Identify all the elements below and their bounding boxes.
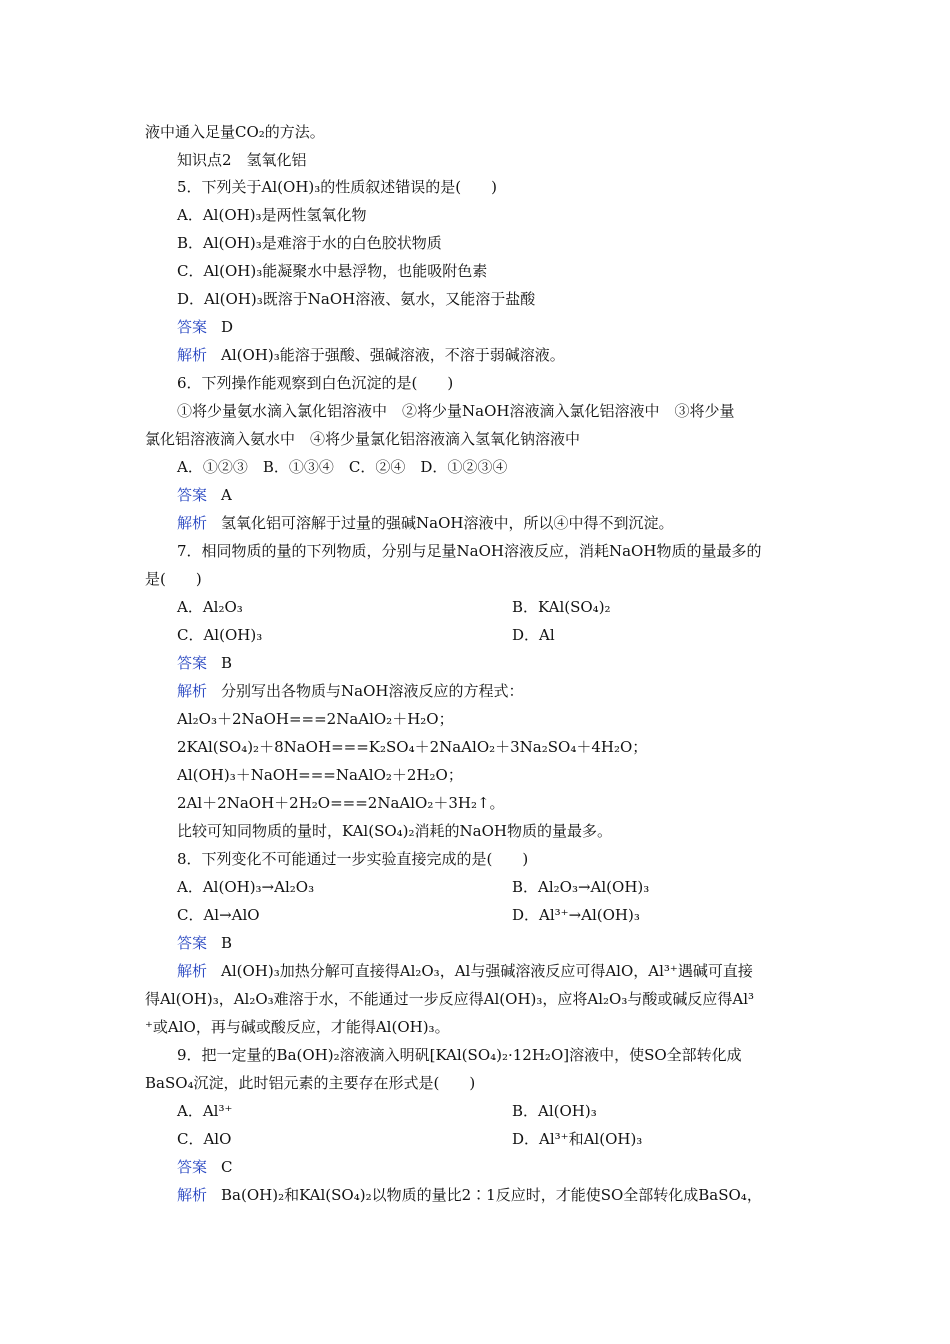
explanation-line xyxy=(177,513,673,533)
option-c: C．Al→AlO xyxy=(177,906,260,924)
answer-value: D xyxy=(221,318,234,336)
option-b: B．Al₂O₃→Al(OH)₃ xyxy=(512,878,650,896)
question-6: 6．下列操作能观察到白色沉淀的是( ) xyxy=(177,374,454,392)
answer-tag: 答案 xyxy=(177,486,208,504)
option-b: B．Al(OH)₃是难溶于水的白色胶状物质 xyxy=(177,234,442,252)
equation-line: Al(OH)₃＋NaOH===NaAlO₂＋2H₂O； xyxy=(177,766,463,784)
explanation-text: Al(OH)₃能溶于强酸、强碱溶液，不溶于弱碱溶液。 xyxy=(221,346,565,364)
explanation-tag: 解析 xyxy=(177,1186,208,1204)
explanation-line xyxy=(177,345,565,365)
option-b: B．Al(OH)₃ xyxy=(512,1102,597,1120)
option-a: A．Al₂O₃ xyxy=(177,598,243,616)
explanation-tag: 解析 xyxy=(177,682,208,700)
option-c: C．Al(OH)₃ xyxy=(177,626,263,644)
text-line: ⁺或AlO，再与碱或酸反应，才能得Al(OH)₃。 xyxy=(145,1018,450,1036)
question-7: 7．相同物质的量的下列物质，分别与足量NaOH溶液反应，消耗NaOH物质的量最多的 xyxy=(177,542,762,560)
text-line: 氯化铝溶液滴入氨水中 ④将少量氯化铝溶液滴入氢氧化钠溶液中 xyxy=(145,430,581,448)
text-line: 液中通入足量CO₂的方法。 xyxy=(145,123,325,141)
section-heading: 知识点2 氢氧化铝 xyxy=(177,151,307,169)
text-line: 得Al(OH)₃，Al₂O₃难溶于水，不能通过一步反应得Al(OH)₃，应将Al₂O₃与酸或碱反应得Al³ xyxy=(145,990,755,1008)
option-d: D．Al xyxy=(512,626,555,644)
answer-tag: 答案 xyxy=(177,654,208,672)
explanation-line xyxy=(177,961,753,981)
question-8: 8．下列变化不可能通过一步实验直接完成的是( ) xyxy=(177,850,529,868)
option-b: B．KAl(SO₄)₂ xyxy=(512,598,611,616)
text-line: BaSO₄沉淀，此时铝元素的主要存在形式是( ) xyxy=(145,1074,476,1092)
explanation-line xyxy=(177,681,523,701)
equation-line: 2KAl(SO₄)₂＋8NaOH===K₂SO₄＋2NaAlO₂＋3Na₂SO₄＋4H₂O； xyxy=(177,738,648,756)
option-c: C．AlO xyxy=(177,1130,232,1148)
answer-value: C xyxy=(221,1158,233,1176)
answer-line xyxy=(177,485,232,505)
explanation-line xyxy=(177,1185,762,1205)
equation-line: Al₂O₃＋2NaOH===2NaAlO₂＋H₂O； xyxy=(177,710,454,728)
explanation-tag: 解析 xyxy=(177,962,208,980)
option-d: D．Al³⁺→Al(OH)₃ xyxy=(512,906,640,924)
explanation-text: Al(OH)₃加热分解可直接得Al₂O₃，Al与强碱溶液反应可得AlO，Al³⁺遇碱可直接 xyxy=(221,962,753,980)
answer-value: B xyxy=(221,654,233,672)
question-9: 9．把一定量的Ba(OH)₂溶液滴入明矾[KAl(SO₄)₂·12H₂O]溶液中，使SO全部转化成 xyxy=(177,1046,742,1064)
answer-value: A xyxy=(221,486,232,504)
option-c: C．Al(OH)₃能凝聚水中悬浮物，也能吸附色素 xyxy=(177,262,488,280)
option-d: D．Al(OH)₃既溶于NaOH溶液、氨水，又能溶于盐酸 xyxy=(177,290,536,308)
question-5: 5．下列关于Al(OH)₃的性质叙述错误的是( ) xyxy=(177,178,497,196)
text-line: ①将少量氨水滴入氯化铝溶液中 ②将少量NaOH溶液滴入氯化铝溶液中 ③将少量 xyxy=(177,402,735,420)
option-a: A．Al³⁺ xyxy=(177,1102,233,1120)
answer-line xyxy=(177,653,232,673)
equation-line: 2Al＋2NaOH＋2H₂O===2NaAlO₂＋3H₂↑。 xyxy=(177,794,505,812)
explanation-text: 分别写出各物质与NaOH溶液反应的方程式： xyxy=(221,682,524,700)
explanation-tag: 解析 xyxy=(177,514,208,532)
explanation-text: Ba(OH)₂和KAl(SO₄)₂以物质的量比2∶1反应时，才能使SO全部转化成BaSO₄， xyxy=(221,1186,762,1204)
answer-line xyxy=(177,317,233,337)
answer-line xyxy=(177,933,232,953)
text-line: 是( ) xyxy=(145,570,202,588)
text-line: 比较可知同物质的量时，KAl(SO₄)₂消耗的NaOH物质的量最多。 xyxy=(177,822,612,840)
answer-tag: 答案 xyxy=(177,1158,208,1176)
answer-tag: 答案 xyxy=(177,934,208,952)
explanation-tag: 解析 xyxy=(177,346,208,364)
option-d: D．Al³⁺和Al(OH)₃ xyxy=(512,1130,643,1148)
options-line: A．①②③ B．①③④ C．②④ D．①②③④ xyxy=(177,458,508,476)
answer-tag: 答案 xyxy=(177,318,208,336)
explanation-text: 氢氧化铝可溶解于过量的强碱NaOH溶液中，所以④中得不到沉淀。 xyxy=(221,514,674,532)
option-a: A．Al(OH)₃→Al₂O₃ xyxy=(177,878,315,896)
answer-line xyxy=(177,1157,233,1177)
answer-value: B xyxy=(221,934,233,952)
option-a: A．Al(OH)₃是两性氢氧化物 xyxy=(177,206,367,224)
